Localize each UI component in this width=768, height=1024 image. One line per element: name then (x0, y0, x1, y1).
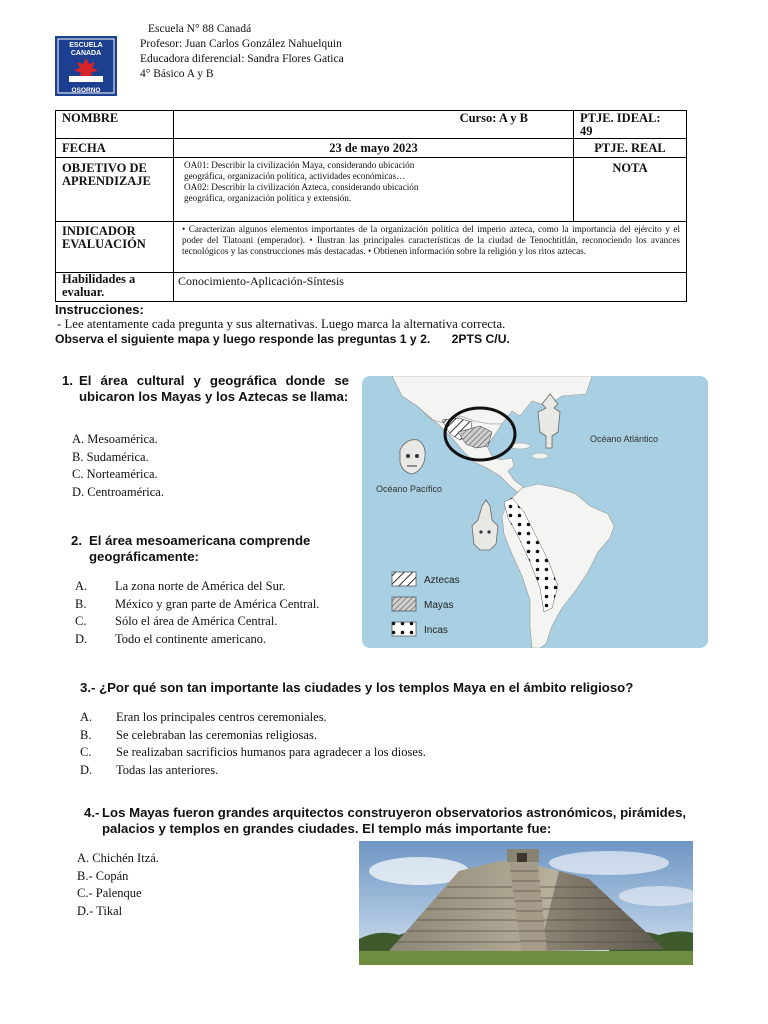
fecha-value: 23 de mayo 2023 (174, 139, 574, 158)
habilidades-label: Habilidades a evaluar. (56, 273, 174, 301)
option-2a-text: La zona norte de América del Sur. (115, 579, 286, 593)
question-2 (71, 533, 346, 565)
instructions-title: Instrucciones: (55, 302, 144, 317)
question-1-number: 1. (62, 373, 73, 388)
map-instruction: Observa el siguiente mapa y luego responde las preguntas 1 y 2. (55, 332, 431, 346)
svg-text:CANADA: CANADA (70, 50, 102, 57)
option-4a[interactable]: A. Chichén Itzá. (77, 851, 159, 865)
school-header (140, 22, 344, 82)
school-logo (55, 36, 117, 96)
mesoamerica-map (362, 376, 708, 648)
legend-incas: Incas (424, 625, 448, 636)
question-3-number: 3.- (80, 680, 96, 695)
option-4d[interactable]: D.- Tikal (77, 903, 123, 918)
label-pacific: Océano Pacífico (376, 484, 443, 494)
svg-text:OSORNO: OSORNO (71, 87, 101, 94)
option-3a[interactable] (80, 709, 426, 727)
question-4-options (77, 850, 159, 920)
educator-name: Educadora diferencial: Sandra Flores Gatica (140, 53, 344, 65)
option-2c-text: Sólo el área de América Central. (115, 614, 278, 628)
option-1a[interactable]: A. Mesoamérica. (72, 432, 158, 446)
curso-label: Curso: A y B (459, 111, 528, 125)
question-1-options (72, 431, 164, 501)
school-name: Escuela N° 88 Canadá (148, 23, 252, 35)
ptje-ideal-value: 49 (580, 124, 593, 138)
nota-label: NOTA (574, 158, 686, 222)
option-3b-text: Se celebraban las ceremonias religiosas. (116, 727, 317, 742)
option-2a-key: A. (75, 579, 88, 593)
option-3c-key: C. (80, 745, 92, 759)
grade-label: 4° Básico A y B (140, 68, 214, 80)
option-2b-text: México y gran parte de América Central. (115, 596, 320, 611)
legend-incas-swatch (392, 622, 416, 636)
option-2d-text: Todo el continente americano. (115, 631, 267, 646)
option-2a[interactable] (75, 578, 331, 596)
label-atlantic: Océano Atlántico (590, 434, 659, 444)
legend-aztecas-swatch (392, 572, 416, 586)
option-1c[interactable]: C. Norteamérica. (72, 467, 158, 481)
info-table (55, 110, 687, 302)
question-4-number: 4.- (84, 805, 100, 820)
objetivo-label: OBJETIVO DE APRENDIZAJE (56, 158, 174, 222)
option-2d[interactable] (75, 631, 331, 649)
option-2b-key: B. (75, 596, 87, 611)
question-1-text: El área cultural y geográfica donde se ubicaron los Mayas y los Aztecas se llama: (79, 373, 349, 404)
question-2-number: 2. (71, 533, 82, 548)
photo-lawn (359, 951, 693, 965)
option-2c-key: C. (75, 614, 87, 628)
question-3-text: ¿Por qué son tan importante las ciudades y los templos Maya en el ámbito religioso? (99, 680, 634, 695)
option-3d[interactable] (80, 762, 426, 780)
ptje-ideal-cell (574, 111, 686, 139)
question-1 (62, 373, 352, 405)
option-3c-text: Se realizaban sacrificios humanos para agradecer a los dioses. (116, 745, 426, 759)
ptje-real-label: PTJE. REAL (574, 139, 686, 158)
option-1b[interactable]: B. Sudamérica. (72, 449, 149, 464)
option-3d-key: D. (80, 762, 93, 777)
question-2-options (75, 578, 331, 648)
option-4c[interactable]: C.- Palenque (77, 886, 142, 900)
option-3c[interactable] (80, 744, 426, 762)
question-3 (80, 680, 633, 696)
indicador-text: • Caracterizan algunos elementos importantes de la organización política del imperio azteca, como la importancia del ejército y el poder del Tlatoani (emperador). • Ilustran las principales características de la ciudad de Tenochtitlán, reconociendo los avances tecnológicos y las construcciones más destacadas. • Obtienen información sobre la religión y los ritos aztecas. (174, 222, 686, 273)
question-4-text: Los Mayas fueron grandes arquitectos construyeron observatorios astronómicos, pirámides, palacios y templos en grandes ciudades. El templo más importante fue: (102, 805, 687, 836)
teacher-name: Profesor: Juan Carlos González Nahuelquin (140, 38, 342, 50)
option-4b[interactable]: B.- Copán (77, 868, 129, 883)
option-3d-text: Todas las anteriores. (116, 762, 219, 777)
instructions-line2 (55, 332, 510, 346)
ptje-ideal-label: PTJE. IDEAL: (580, 111, 661, 125)
objetivo-text: OA01: Describir la civilización Maya, considerando ubicación geográfica, organización política, actividades económicas… OA02: Describir la civilización Azteca, considerando ubicación geográfica, organización política y extensión. (174, 158, 574, 222)
habilidades-value: Conocimiento-Aplicación-Síntesis (178, 274, 344, 288)
instructions-line1: - Lee atentamente cada pregunta y sus alternativas. Luego marca la alternativa correcta. (57, 317, 506, 331)
option-3b[interactable] (80, 727, 426, 745)
option-2b[interactable] (75, 596, 331, 614)
question-2-text: El área mesoamericana comprende geográficamente: (89, 533, 311, 564)
svg-text:ESCUELA: ESCUELA (69, 42, 103, 49)
option-1d[interactable]: D. Centroamérica. (72, 484, 164, 499)
nombre-label: NOMBRE (56, 111, 174, 139)
option-3a-key: A. (80, 710, 93, 724)
option-3b-key: B. (80, 727, 92, 742)
option-3a-text: Eran los principales centros ceremoniales. (116, 710, 327, 724)
legend-mayas-swatch (392, 597, 416, 611)
option-2d-key: D. (75, 631, 88, 646)
points-label: 2PTS C/U. (451, 332, 510, 346)
chichen-itza-photo (359, 841, 693, 965)
fecha-label: FECHA (56, 139, 174, 158)
legend-mayas: Mayas (424, 600, 454, 611)
question-3-options (80, 709, 426, 779)
indicador-label: INDICADOR EVALUACIÓN (56, 222, 174, 273)
option-2c[interactable] (75, 613, 331, 631)
legend-aztecas: Aztecas (424, 575, 460, 586)
question-4 (84, 805, 704, 837)
curso-cell[interactable] (174, 111, 574, 139)
